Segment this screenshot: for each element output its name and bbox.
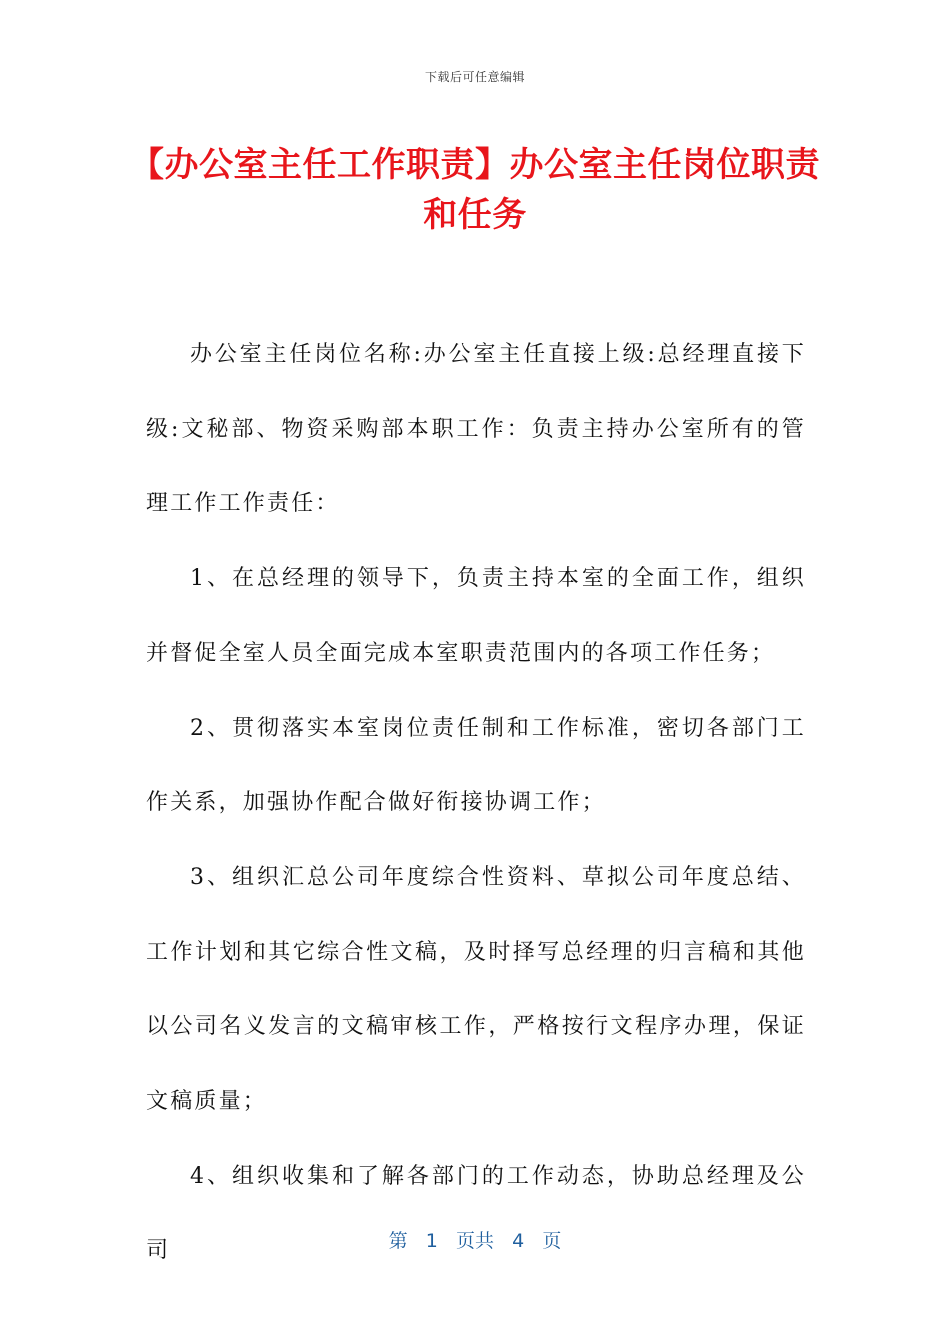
document-title: 【办公室主任工作职责】办公室主任岗位职责和任务 [130, 145, 820, 235]
paragraph-item-3: 3、组织汇总公司年度综合性资料、草拟公司年度总结、工作计划和其它综合性文稿，及时择写总经理的归言稿和其他以公司名义发言的文稿审核工作，严格按行文程序办理，保证文稿质量； [146, 864, 806, 1115]
paragraph-item-1: 1、在总经理的领导下，负责主持本室的全面工作，组织并督促全室人员全面完成本室职责范围内的各项工作任务； [146, 566, 806, 666]
document-body [146, 318, 806, 1289]
header-note: 下载后可任意编辑 [424, 70, 525, 84]
footer-middle: 页共 [455, 1230, 494, 1252]
footer-prefix: 第 [388, 1230, 408, 1252]
paragraph-item-4: 4、组织收集和了解各部门的工作动态，协助总经理及公司 [146, 1163, 806, 1264]
paragraph-item-2: 2、贯彻落实本室岗位责任制和工作标准，密切各部门工作关系，加强协作配合做好衔接协调工作； [146, 715, 806, 816]
page-footer [0, 1226, 950, 1253]
paragraph-intro: 办公室主任岗位名称:办公室主任直接上级:总经理直接下级:文秘部、物资采购部本职工作：负责主持办公室所有的管理工作工作责任： [146, 342, 806, 517]
footer-total-pages: 4 [512, 1230, 525, 1252]
footer-suffix: 页 [542, 1230, 562, 1252]
footer-page-number: 1 [425, 1230, 438, 1252]
